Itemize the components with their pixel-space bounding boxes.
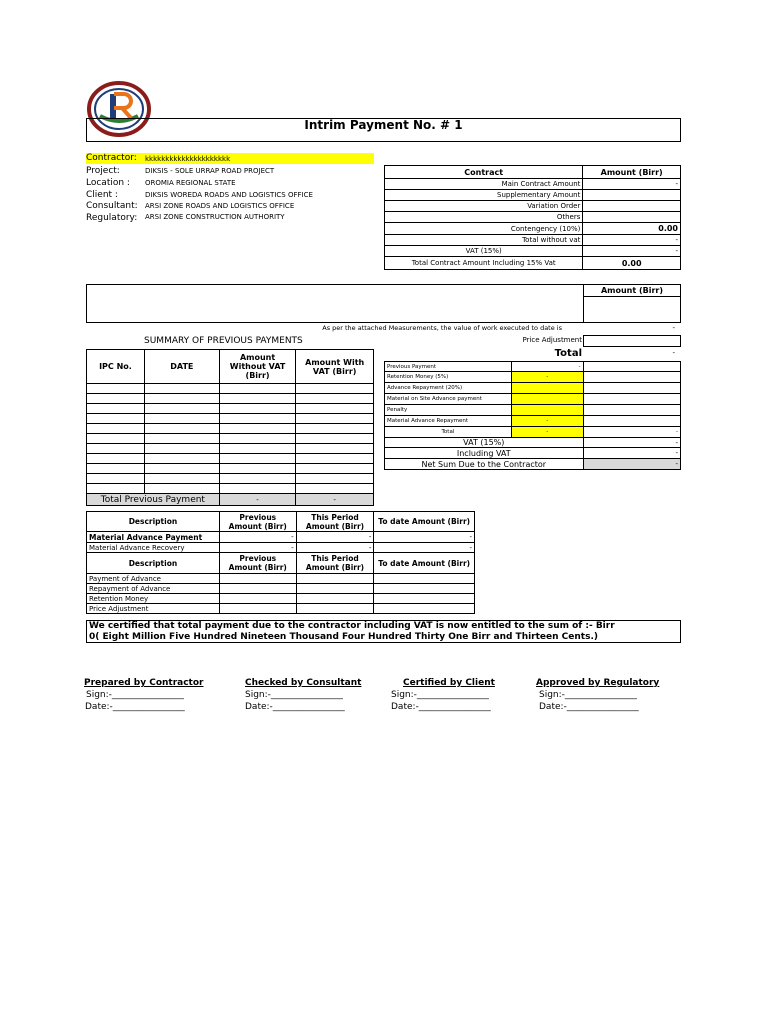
advance-this: -: [296, 532, 374, 543]
table-row: [87, 464, 374, 474]
deduction-value: [583, 394, 680, 405]
amount-col-header: Amount (Birr): [583, 166, 681, 179]
signature-block-regulatory: [536, 677, 676, 713]
advance-row-label: Price Adjustment: [87, 604, 220, 614]
table-row: [385, 448, 681, 459]
deduction-value: [583, 416, 680, 427]
table-row: [87, 444, 374, 454]
table-row: [385, 223, 681, 235]
sign-line[interactable]: Sign:-________________: [539, 690, 637, 700]
total-previous-without-vat: -: [219, 494, 296, 506]
deduction-sub: [511, 405, 583, 416]
date-line[interactable]: Date:-________________: [85, 702, 185, 712]
date-line[interactable]: Date:-________________: [245, 702, 345, 712]
advance-row-label: Material Advance Recovery: [87, 543, 220, 553]
contract-col-header: Contract: [385, 166, 583, 179]
ipc-no-header: IPC No.: [87, 350, 145, 384]
deduction-sub: -: [511, 372, 583, 383]
deduction-sub: -: [511, 427, 583, 438]
table-row: [87, 414, 374, 424]
project-label: Project:: [86, 166, 120, 176]
total-previous-with-vat: -: [296, 494, 374, 506]
client-label: Client :: [86, 190, 118, 200]
regulatory-label: Regulatory:: [86, 213, 138, 223]
row-value: [583, 201, 681, 212]
amount-header-cell: [583, 296, 681, 323]
deduction-value: [583, 383, 680, 394]
table-row: [385, 362, 681, 372]
signature-title: Approved by Regulatory: [536, 678, 660, 688]
advance-prev: -: [219, 532, 296, 543]
advance-table: [86, 511, 475, 614]
amount-header: Amount (Birr): [583, 284, 681, 297]
table-row: [385, 201, 681, 212]
description-box: [86, 284, 584, 323]
table-row: [385, 438, 681, 448]
table-row: [87, 434, 374, 444]
total-label: Total: [554, 348, 582, 359]
title-bar: [86, 118, 681, 142]
deduction-sub: -: [511, 416, 583, 427]
table-row: [385, 190, 681, 201]
sign-line[interactable]: Sign:-________________: [391, 690, 489, 700]
project-value: DIKSIS - SOLE URRAP ROAD PROJECT: [145, 167, 275, 175]
signature-title: Certified by Client: [403, 678, 495, 688]
location-label: Location :: [86, 178, 130, 188]
price-adjustment-label: Price Adjustment: [522, 336, 582, 344]
deduction-label: Material on Site Advance payment: [385, 394, 512, 405]
row-value: -: [583, 235, 681, 246]
client-value: DIKSIS WOREDA ROADS AND LOGISTICS OFFICE: [145, 191, 313, 199]
description-header-2: Description: [87, 553, 220, 574]
table-row: [385, 257, 681, 270]
contractor-value: kkkkkkkkkkkkkkkkkkkkk: [145, 155, 231, 163]
including-vat-label: Including VAT: [385, 448, 584, 459]
certification-line-1: We certified that total payment due to the contractor including VAT is now entitled to the sum of :- Birr: [89, 621, 615, 631]
table-row: [385, 459, 681, 470]
row-label: VAT (15%): [385, 246, 583, 257]
to-date-header-2: To date Amount (Birr): [374, 553, 475, 574]
previous-amount-header: Previous Amount (Birr): [219, 512, 296, 532]
row-label: Main Contract Amount: [385, 179, 583, 190]
location-value: OROMIA REGIONAL STATE: [145, 179, 236, 187]
consultant-value: ARSI ZONE ROADS AND LOGISTICS OFFICE: [145, 202, 295, 210]
row-value: -: [583, 246, 681, 257]
net-sum-value: -: [583, 459, 680, 470]
table-row: [87, 543, 475, 553]
row-label: Others: [385, 212, 583, 223]
description-header: Description: [87, 512, 220, 532]
amount-without-vat-header: Amount Without VAT (Birr): [219, 350, 296, 384]
price-adjustment-cell: [583, 335, 681, 347]
certification-box: [86, 620, 681, 643]
previous-amount-header-2: Previous Amount (Birr): [219, 553, 296, 574]
advance-row-label: Repayment of Advance: [87, 584, 220, 594]
contract-table: [384, 165, 681, 270]
table-row: [87, 594, 475, 604]
row-label: Contengency (10%): [385, 223, 583, 235]
measurement-text: As per the attached Measurements, the value of work executed to date is: [322, 324, 562, 332]
table-row: [385, 383, 681, 394]
deduction-value: [583, 362, 680, 372]
row-label: Total Contract Amount Including 15% Vat: [385, 257, 583, 270]
total-previous-row: [87, 494, 374, 506]
table-row: [385, 212, 681, 223]
row-label: Total without vat: [385, 235, 583, 246]
deduction-label: Penalty: [385, 405, 512, 416]
deduction-label: Retention Money (5%): [385, 372, 512, 383]
deduction-sub: -: [511, 362, 583, 372]
page-title: Intrim Payment No. # 1: [304, 118, 463, 132]
deduction-label: Advance Repayment (20%): [385, 383, 512, 394]
table-row: [87, 384, 374, 394]
deduction-label: Previous Payment: [385, 362, 512, 372]
row-label: Variation Order: [385, 201, 583, 212]
consultant-label: Consultant:: [86, 201, 138, 211]
vat-label: VAT (15%): [385, 438, 584, 448]
amount-with-vat-header: Amount With VAT (Birr): [296, 350, 374, 384]
net-sum-label: Net Sum Due to the Contractor: [385, 459, 584, 470]
advance-row-label: Material Advance Payment: [87, 532, 220, 543]
deduction-label: Total: [385, 427, 512, 438]
deduction-value: [583, 372, 680, 383]
this-period-header-2: This Period Amount (Birr): [296, 553, 374, 574]
including-vat-value: -: [583, 448, 680, 459]
table-row: [87, 532, 475, 543]
table-row: [385, 394, 681, 405]
table-row: [385, 246, 681, 257]
table-row: [385, 235, 681, 246]
date-line[interactable]: Date:-________________: [391, 702, 491, 712]
date-line[interactable]: Date:-________________: [539, 702, 639, 712]
signature-title: Prepared by Contractor: [84, 678, 204, 688]
signature-block-client: [391, 677, 521, 713]
previous-payments-title: SUMMARY OF PREVIOUS PAYMENTS: [144, 336, 303, 346]
regulatory-value: ARSI ZONE CONSTRUCTION AUTHORITY: [145, 213, 285, 221]
signature-title: Checked by Consultant: [245, 678, 362, 688]
contractor-label: Contractor:: [86, 153, 137, 163]
advance-todate: -: [374, 532, 475, 543]
contingency-value: 0.00: [583, 223, 681, 235]
signature-block-consultant: [245, 677, 375, 713]
advance-this: -: [296, 543, 374, 553]
previous-payments-table: [86, 349, 374, 506]
signature-block-contractor: [84, 677, 214, 713]
row-value: [583, 212, 681, 223]
date-header: DATE: [144, 350, 219, 384]
to-date-header: To date Amount (Birr): [374, 512, 475, 532]
table-row: [87, 574, 475, 584]
table-row: [87, 394, 374, 404]
advance-prev: -: [219, 543, 296, 553]
advance-row-label: Payment of Advance: [87, 574, 220, 584]
table-row: [87, 604, 475, 614]
advance-todate: -: [374, 543, 475, 553]
deduction-sub: [511, 394, 583, 405]
sign-line[interactable]: Sign:-________________: [86, 690, 184, 700]
table-row: [87, 404, 374, 414]
table-row: [87, 584, 475, 594]
deduction-value: -: [583, 427, 680, 438]
deductions-table: [384, 361, 681, 470]
table-row: [87, 484, 374, 494]
row-value: [583, 190, 681, 201]
table-row: [87, 424, 374, 434]
deduction-value: [583, 405, 680, 416]
row-value: -: [583, 179, 681, 190]
table-row: [87, 454, 374, 464]
vat-value: -: [583, 438, 680, 448]
table-row: [385, 179, 681, 190]
certification-line-2: 0( Eight Million Five Hundred Nineteen Thousand Four Hundred Thirty One Birr and Thirteen Cents.): [89, 631, 598, 642]
table-row: [385, 372, 681, 383]
row-label: Supplementary Amount: [385, 190, 583, 201]
table-row: [87, 474, 374, 484]
this-period-header: This Period Amount (Birr): [296, 512, 374, 532]
table-row: [385, 427, 681, 438]
sign-line[interactable]: Sign:-________________: [245, 690, 343, 700]
total-value: -: [672, 349, 675, 357]
table-row: [385, 405, 681, 416]
advance-row-label: Retention Money: [87, 594, 220, 604]
measurement-value: -: [672, 324, 675, 332]
deduction-label: Material Advance Repayment: [385, 416, 512, 427]
total-contract-value: 0.00: [583, 257, 681, 270]
deduction-sub: [511, 383, 583, 394]
table-row: [385, 416, 681, 427]
total-previous-label: Total Previous Payment: [87, 494, 220, 506]
